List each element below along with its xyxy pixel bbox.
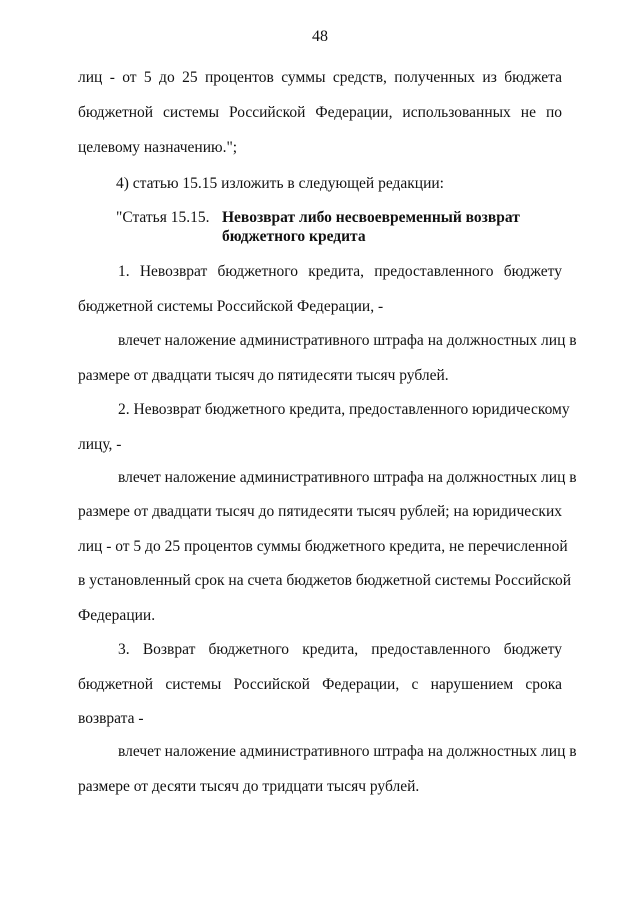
text-line: целевому назначению."; [78,139,238,156]
paragraph-1-line: бюджетной системы Российской Федерации, - [78,298,384,315]
article-title-line-1: Невозврат либо несвоевременный возврат [222,209,520,226]
paragraph-2-line: Федерации. [78,607,156,624]
paragraph-3-line: бюджетной системы Российской Федерации, с нарушением срока [78,676,562,693]
amendment-instruction: 4) статью 15.15 изложить в следующей редакции: [116,175,444,192]
paragraph-1-line: размере от двадцати тысяч до пятидесяти тысяч рублей. [78,367,449,384]
paragraph-3-line: 3. Возврат бюджетного кредита, предоставленного бюджету [118,641,562,658]
page-number: 48 [312,28,328,45]
paragraph-3-line: размере от десяти тысяч до тридцати тысяч рублей. [78,778,420,795]
text-line: бюджетной системы Российской Федерации, использованных не по [78,104,562,121]
paragraph-2-line: лиц - от 5 до 25 процентов суммы бюджетного кредита, не перечисленной [78,538,568,555]
paragraph-3-line: возврата - [78,710,144,727]
paragraph-2-line: размере от двадцати тысяч до пятидесяти тысяч рублей; на юридических [78,503,562,520]
paragraph-2-line: лицу, - [78,436,122,453]
paragraph-2-line: в установленный срок на счета бюджетов бюджетной системы Российской [78,572,572,589]
article-label: "Статья 15.15. [116,209,210,226]
article-title-line-2: бюджетного кредита [222,228,366,245]
text-line: лиц - от 5 до 25 процентов суммы средств, полученных из бюджета [78,69,562,86]
paragraph-3-line: влечет наложение административного штрафа на должностных лиц в [118,743,577,760]
paragraph-2-line: 2. Невозврат бюджетного кредита, предоставленного юридическому [118,401,570,418]
paragraph-2-line: влечет наложение административного штрафа на должностных лиц в [118,469,577,486]
paragraph-1-line: влечет наложение административного штрафа на должностных лиц в [118,332,577,349]
paragraph-1-line: 1. Невозврат бюджетного кредита, предоставленного бюджету [118,263,562,280]
